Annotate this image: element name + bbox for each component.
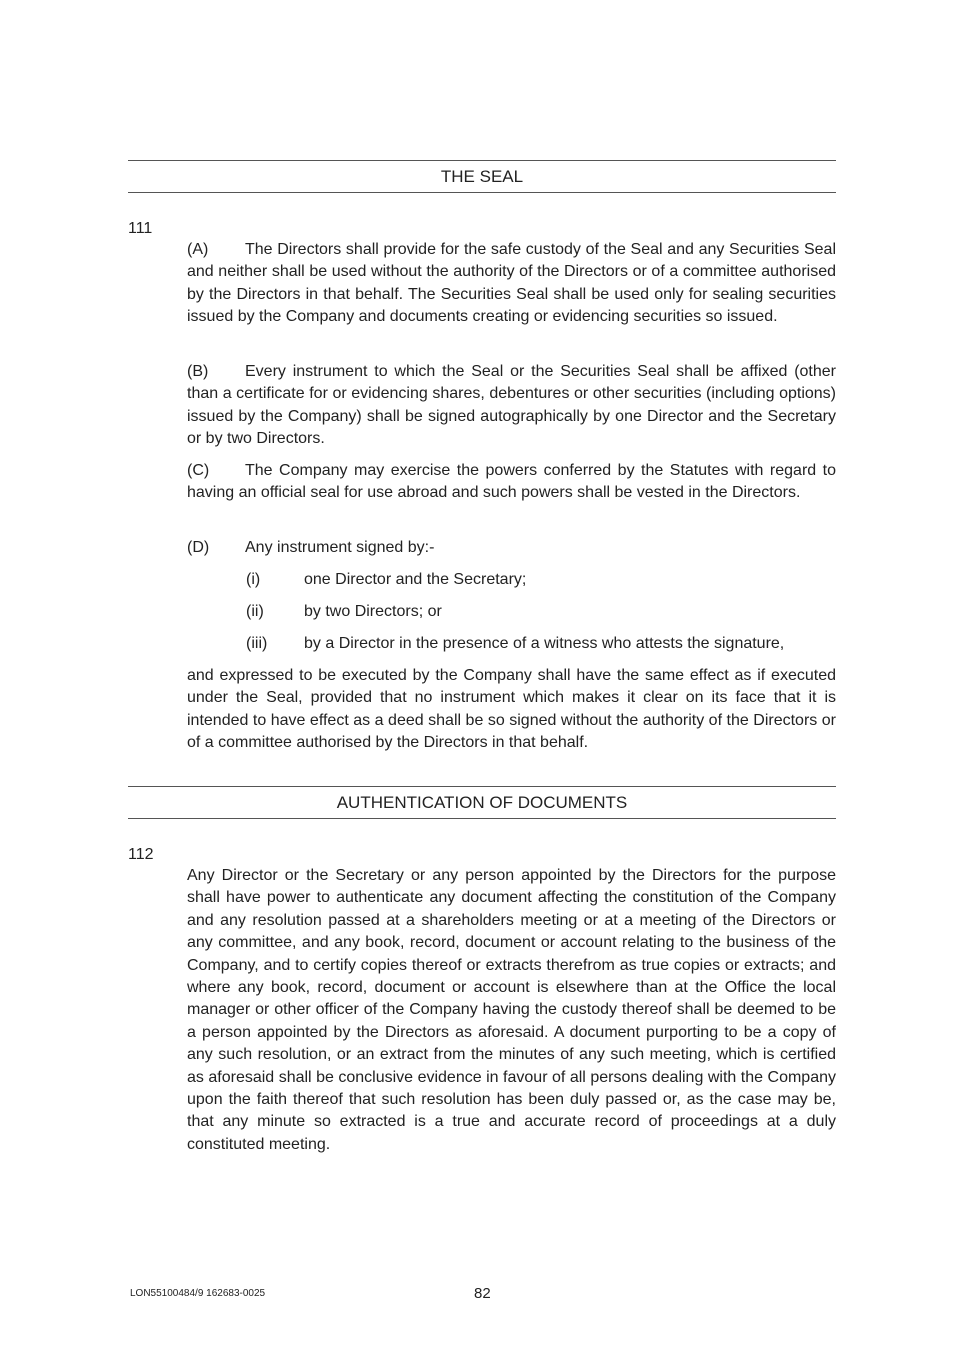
sub-item-i [246, 569, 526, 591]
paragraph-label: (C) [187, 462, 210, 479]
paragraph-label: (A) [187, 241, 209, 258]
section-heading-the-seal: THE SEAL [128, 160, 836, 193]
page-number: 82 [474, 1285, 491, 1302]
paragraph-text: Every instrument to which the Seal or the Securities Seal shall be affixed (other than a certificate for or evidencing shares, debentures or other securities (including options) issued by the Company) shall be signed autographically by one Director and the Secretary or by two Directors. [187, 363, 836, 448]
sub-item-iii [246, 633, 784, 655]
authentication-paragraph: Any Director or the Secretary or any person appointed by the Directors for the purpose shall have power to authenticate any document affecting the constitution of the Company and any resolution passed at a shareholders meeting or at a meeting of the Directors or any committee, and any book, record, document or account relating to the business of the Company, and to certify copies thereof or extracts therefrom as true copies or extracts; and where any book, record, document or account is elsewhere than at the Office the local manager or other officer of the Company having the custody thereof shall be deemed to be a person appointed by the Directors as aforesaid. A document purporting to be a copy of any such resolution, or an extract from the minutes of any such meeting, which is certified as aforesaid shall be conclusive evidence in favour of all persons dealing with the Company upon the faith thereof that such resolution has been duly passed or, as the case may be, that any minute so extracted is a true and accurate record of proceedings at a duly constituted meeting. [187, 867, 836, 1153]
paragraph-b [187, 361, 836, 451]
clause-number-111: 111 [128, 220, 153, 237]
document-reference: LON55100484/9 162683-0025 [130, 1288, 266, 1299]
paragraph-text: Any instrument signed by:- [245, 539, 435, 556]
paragraph-d [187, 537, 836, 559]
sub-item-ii [246, 601, 442, 623]
clause-number-112: 112 [128, 846, 154, 863]
sub-item-text: by two Directors; or [304, 603, 442, 620]
paragraph-c [187, 460, 836, 505]
paragraph-text: The Directors shall provide for the safe custody of the Seal and any Securities Seal and neither shall be used without the authority of the Directors or of a committee authorised by the Directors in that behalf. The Securities Seal shall be used only for sealing securities issued by the Company and documents creating or evidencing securities so issued. [187, 241, 836, 326]
paragraph-label: (B) [187, 363, 209, 380]
paragraph-label: (D) [187, 539, 210, 556]
sub-item-text: by a Director in the presence of a witness who attests the signature, [304, 635, 785, 652]
sub-item-text: one Director and the Secretary; [304, 571, 527, 588]
closing-paragraph: and expressed to be executed by the Company shall have the same effect as if executed under the Seal, provided that no instrument which makes it clear on its face that it is intended to have effect as a deed shall be so signed without the authority of the Directors or of a committee authorised by the Directors in that behalf. [187, 667, 836, 752]
sub-item-label: (i) [246, 571, 261, 588]
section-heading-authentication: AUTHENTICATION OF DOCUMENTS [128, 786, 836, 819]
sub-item-label: (iii) [246, 635, 268, 652]
sub-item-label: (ii) [246, 603, 264, 620]
paragraph-text: The Company may exercise the powers conferred by the Statutes with regard to having an official seal for use abroad and such powers shall be vested in the Directors. [187, 462, 836, 502]
paragraph-a [187, 239, 836, 329]
